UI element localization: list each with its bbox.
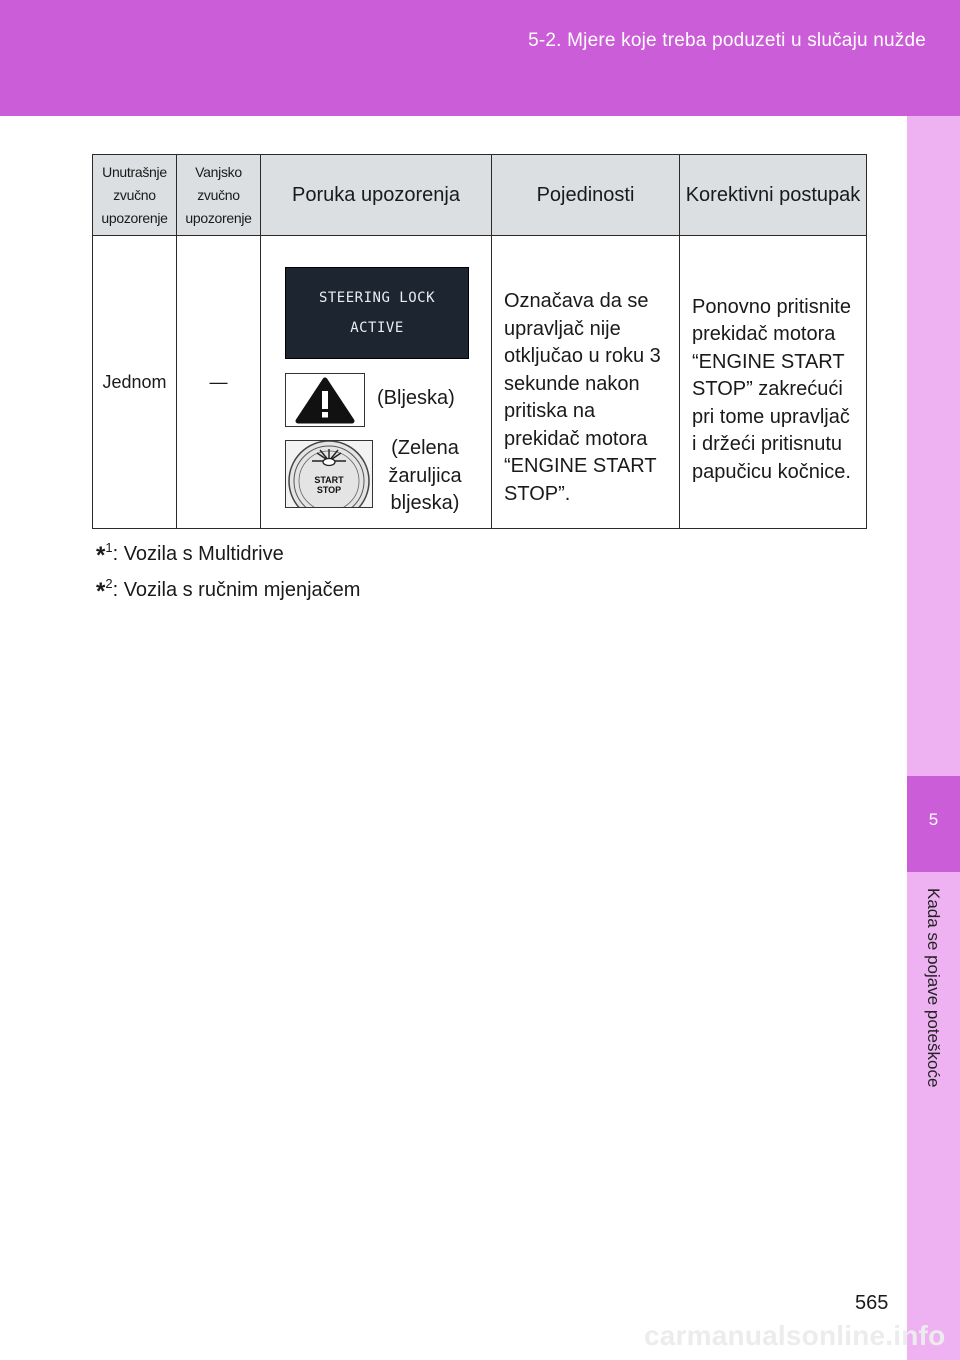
table-header-row <box>93 155 867 236</box>
warning-triangle-icon <box>286 374 364 426</box>
header-message: Poruka upozorenja <box>261 155 492 236</box>
chapter-number: 5 <box>928 810 939 829</box>
header-correction: Korektivni postupak <box>680 155 867 236</box>
details-text: Označava da se upravljač nije otključao u roku 3 sekunde nakon pritiska na prekidač motora “ENGINE START STOP”. <box>504 290 661 505</box>
cell-external: — <box>177 236 261 529</box>
footnote-1 <box>96 534 360 570</box>
side-tab-top <box>907 116 960 776</box>
display-line-2: ACTIVE <box>350 320 404 336</box>
table-row <box>93 236 867 529</box>
chapter-title: Kada se pojave poteškoće <box>924 888 943 1088</box>
start-button-light <box>285 440 373 508</box>
cell-message <box>261 236 492 529</box>
section-title: 5-2. Mjere koje treba poduzeti u slučaju nužde <box>528 30 926 51</box>
footnote-number: 2 <box>105 576 113 591</box>
correction-text: Ponovno pritisnite prekidač motora “ENGINE START STOP” zakrećući pri tome upravljač i držeći pritisnutu papučicu kočnice. <box>692 295 851 483</box>
cell-details <box>492 236 680 529</box>
display-line-1: STEERING LOCK <box>318 290 436 306</box>
master-warning-light <box>285 373 365 427</box>
footnote-2 <box>96 570 360 606</box>
footnote-text: : Vozila s ručnim mjenjačem <box>112 579 361 601</box>
steering-lock-display <box>285 267 469 359</box>
cell-internal: Jednom <box>93 236 177 529</box>
header-internal: Unutrašnje zvučno upozorenje <box>93 155 177 236</box>
footnote-star: * <box>96 542 106 569</box>
page-number: 565 <box>855 1292 889 1314</box>
stop-text: STOP <box>316 485 342 495</box>
cell-correction <box>680 236 867 529</box>
start-stop-button-icon <box>286 441 372 507</box>
start-light-label: (Zelena žaruljica bljeska) <box>388 437 462 514</box>
footnote-star: * <box>96 578 106 605</box>
footnotes <box>96 534 360 606</box>
header-details: Pojedinosti <box>492 155 680 236</box>
footnote-number: 1 <box>105 540 113 555</box>
start-text: START <box>314 475 344 485</box>
footnote-text: : Vozila s Multidrive <box>112 543 284 565</box>
header-band <box>0 0 960 116</box>
warning-light-label: (Bljeska) <box>377 387 455 409</box>
warning-table <box>92 154 867 529</box>
header-external: Vanjsko zvučno upozorenje <box>177 155 261 236</box>
watermark: carmanualsonline.info <box>644 1320 946 1351</box>
